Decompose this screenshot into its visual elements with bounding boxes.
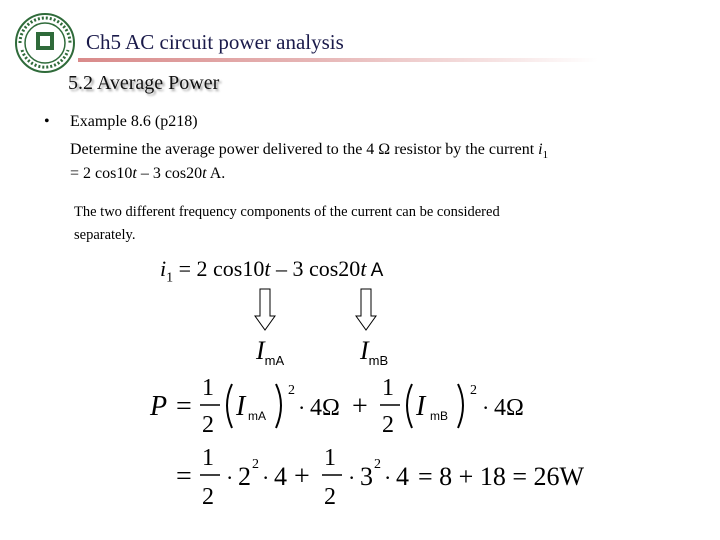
formula-base: 3	[360, 462, 373, 491]
frac-num: 1	[324, 445, 336, 471]
formula-exp: 2	[252, 457, 259, 472]
frac-den: 2	[202, 484, 214, 510]
eq-t: t	[360, 256, 367, 281]
example-heading: Example 8.6 (p218)	[70, 113, 198, 130]
frac-den: 2	[202, 412, 214, 438]
component-a-var: I	[256, 336, 265, 365]
formula-plus: +	[294, 461, 310, 492]
university-seal-icon	[14, 12, 76, 74]
formula-dot: ·	[226, 465, 234, 490]
note-line-1: The two different frequency components of the current can be considered	[74, 204, 500, 220]
expr-part: – 3 cos20	[136, 165, 203, 182]
frac-num: 1	[202, 445, 214, 471]
formula-four: 4	[274, 462, 287, 491]
formula-eq: =	[176, 461, 192, 492]
current-sub: 1	[542, 149, 549, 162]
expr-t: t	[202, 165, 207, 182]
expr-part: = 2 cos10	[70, 165, 133, 182]
formula-exp: 2	[374, 457, 381, 472]
formula-sub: mB	[430, 409, 448, 423]
example-current-expression	[70, 165, 225, 183]
component-b-label	[360, 336, 388, 368]
formula-four: 4	[396, 462, 409, 491]
eq-part: = 2 cos10	[173, 256, 265, 281]
formula-i: I	[416, 391, 426, 422]
paren-left	[227, 384, 232, 428]
note-line-2: separately.	[74, 227, 136, 243]
component-a-label	[256, 336, 284, 368]
formula-dot: ·	[348, 465, 356, 490]
formula-dot: ·	[298, 395, 306, 420]
formula-result: = 8 + 18 = 26W	[418, 462, 585, 491]
formula-exp: 2	[288, 383, 295, 398]
current-var: i	[538, 141, 543, 158]
current-equation	[160, 256, 383, 286]
frac-den: 2	[324, 484, 336, 510]
section-title: 5.2 Average Power	[68, 72, 220, 94]
formula-plus: +	[352, 391, 368, 422]
down-arrow-icon	[254, 288, 276, 332]
formula-exp: 2	[470, 383, 477, 398]
frac-num: 1	[202, 375, 214, 401]
power-formula	[148, 370, 618, 520]
formula-dot: ·	[384, 465, 392, 490]
component-b-sub: mB	[368, 353, 389, 368]
paren-left	[407, 384, 412, 428]
eq-part: – 3 cos20	[270, 256, 361, 281]
formula-p: P	[150, 391, 168, 422]
formula-dot: ·	[482, 395, 490, 420]
frac-num: 1	[382, 375, 394, 401]
formula-base: 2	[238, 462, 251, 491]
paren-right	[276, 384, 281, 428]
down-arrow-icon	[355, 288, 377, 332]
expr-part: A.	[206, 165, 226, 182]
formula-eq: =	[176, 391, 192, 422]
formula-4ohm: 4Ω	[310, 395, 340, 421]
paren-right	[458, 384, 463, 428]
example-question-line	[70, 141, 548, 161]
component-b-var: I	[360, 336, 369, 365]
formula-i: I	[236, 391, 246, 422]
expr-t: t	[132, 165, 137, 182]
formula-4ohm: 4Ω	[494, 395, 524, 421]
component-a-sub: mA	[264, 353, 285, 368]
header-title: Ch5 AC circuit power analysis	[86, 30, 344, 54]
question-text: Determine the average power delivered to the 4 Ω resistor by the current	[70, 141, 539, 158]
bullet-marker: •	[44, 113, 50, 130]
eq-var: i	[160, 256, 167, 281]
eq-sub: 1	[166, 270, 174, 286]
formula-sub: mA	[248, 409, 266, 423]
frac-den: 2	[382, 412, 394, 438]
eq-t: t	[264, 256, 271, 281]
eq-unit: A	[366, 260, 384, 281]
formula-dot: ·	[262, 465, 270, 490]
header-divider	[78, 58, 598, 62]
